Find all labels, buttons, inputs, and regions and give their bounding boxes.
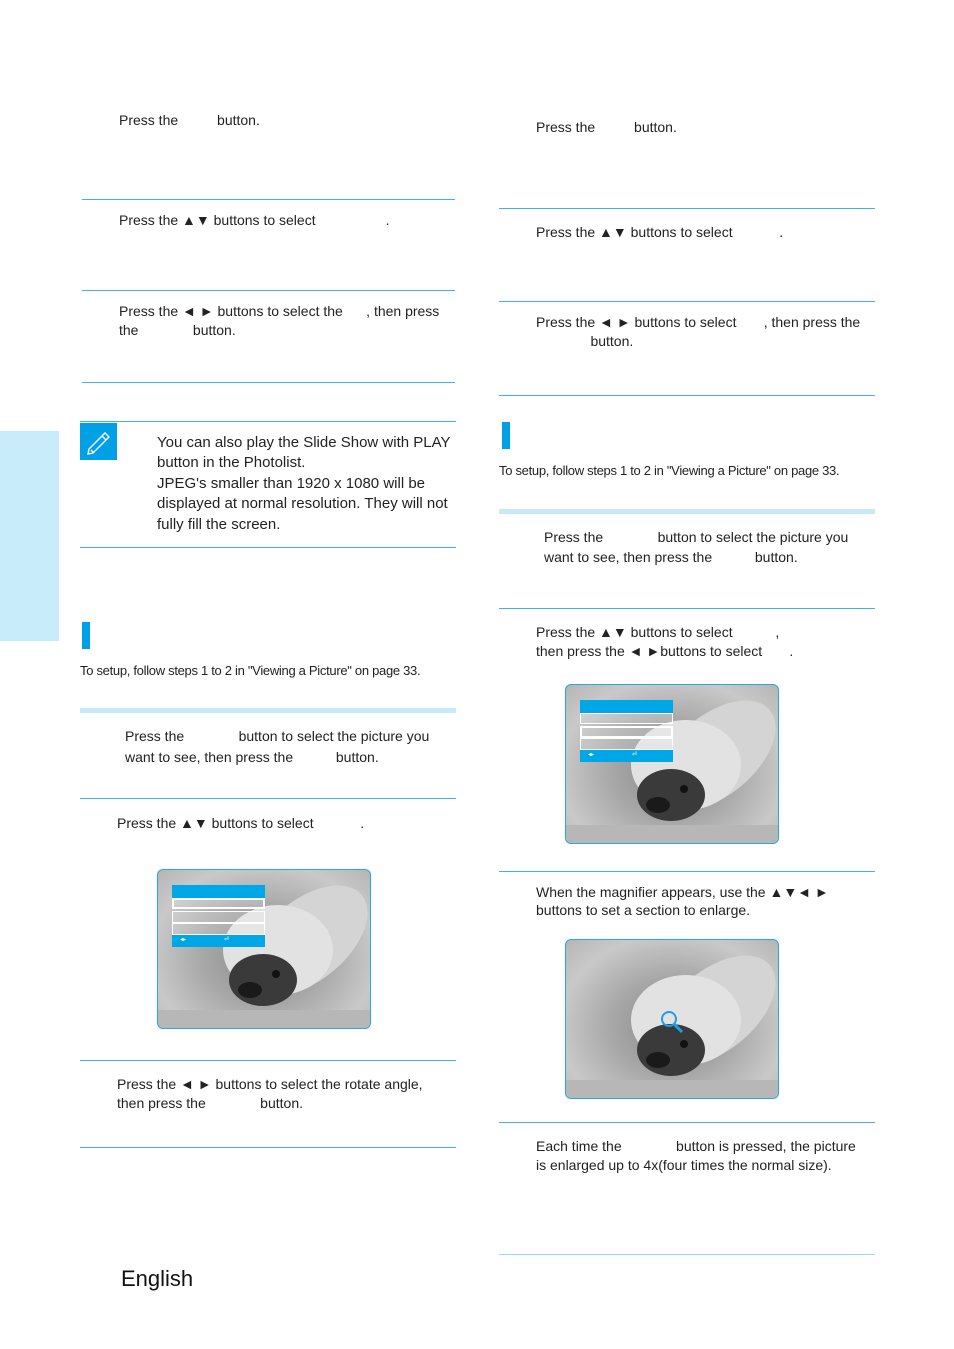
zoom-screen-image [565,684,779,844]
rotate-setup-text: To setup, follow steps 1 to 2 in "Viewing a Picture" on page 33. [80,663,421,678]
zoom-step3-line2: buttons to set a section to enlarge. [536,902,751,918]
left-step3-line1: Press the ◄ ► buttons to select the , then press [119,303,440,319]
rotate-step1-line2: want to see, then press the button. [125,749,379,765]
zoom-osd-menu: ◂▸ ⏎ [580,700,673,762]
section-marker [82,622,90,649]
note-bottom-rule [80,547,456,548]
section-rule [80,708,456,713]
rule [80,798,456,799]
rule [80,1060,456,1061]
rule [499,208,875,209]
section-marker [502,422,510,449]
rule [499,608,875,609]
rotate-osd-menu: ◂▸ ⏎ [172,885,265,947]
rule [82,199,455,200]
zoom-setup-text: To setup, follow steps 1 to 2 in "Viewing a Picture" on page 33. [499,463,840,478]
zoom-step2-line1: Press the ▲▼ buttons to select , [536,624,780,640]
note-line: button in the Photolist. [157,454,306,471]
footer-language: English [121,1266,194,1291]
note-line: You can also play the Slide Show with PLAY [157,434,451,451]
zoom-step4-line1: Each time the button is pressed, the picture [536,1138,856,1154]
side-tab [0,431,59,641]
rule [499,871,875,872]
note-line: JPEG's smaller than 1920 x 1080 will be [157,475,426,492]
rotate-step3-line2: then press the button. [117,1095,303,1111]
note-top-rule [80,421,456,422]
note-line: fully fill the screen. [157,516,281,533]
left-step2: Press the ▲▼ buttons to select . [119,212,390,228]
rotate-step1-line1: Press the button to select the picture you [125,728,430,744]
rule [499,1122,875,1123]
rule [82,290,455,291]
magnifier-icon [659,1009,685,1035]
zoom-step2-line2: then press the ◄ ►buttons to select . [536,643,794,659]
right-step3-line2: button. [536,333,634,349]
rule [499,395,875,396]
rotate-screen-image [157,869,371,1029]
section-rule [499,509,875,514]
rule [80,1147,456,1148]
zoom-step1-line1: Press the button to select the picture you [544,529,849,545]
left-step1: Press the button. [119,112,260,128]
rule [499,1254,875,1255]
zoom-step3-line1: When the magnifier appears, use the ▲▼◄ ► [536,884,829,900]
right-step2: Press the ▲▼ buttons to select . [536,224,784,240]
rule [82,382,455,383]
pencil-note-icon [80,423,117,460]
right-step1: Press the button. [536,119,677,135]
zoom-step4-line2: is enlarged up to 4x(four times the normal size). [536,1157,832,1173]
right-step3-line1: Press the ◄ ► buttons to select , then press the [536,314,861,330]
magnifier-screen-image [565,939,779,1099]
zoom-step1-line2: want to see, then press the button. [544,549,798,565]
left-step3-line2: the button. [119,322,236,338]
note-line: displayed at normal resolution. They will not [157,495,448,512]
rotate-step2: Press the ▲▼ buttons to select . [117,815,365,831]
rule [499,301,875,302]
rotate-step3-line1: Press the ◄ ► buttons to select the rotate angle, [117,1076,423,1092]
